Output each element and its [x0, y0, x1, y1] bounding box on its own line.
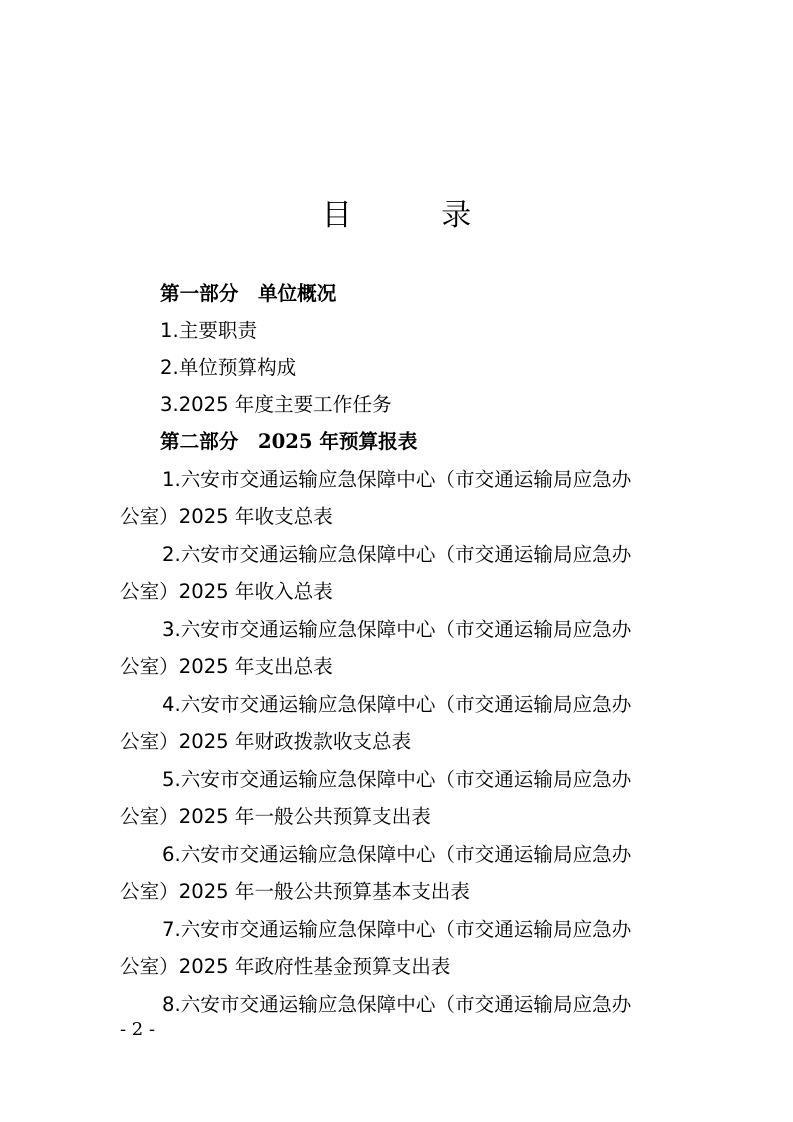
part2-entry-1-line2: 公室）2025 年收支总表 — [120, 505, 333, 528]
part2-entry-1-line1: 1.六安市交通运输应急保障中心（市交通运输局应急办 — [162, 468, 632, 491]
part2-entry-3-line1: 3.六安市交通运输应急保障中心（市交通运输局应急办 — [162, 618, 632, 641]
part2-entry-6-line2: 公室）2025 年一般公共预算基本支出表 — [120, 880, 470, 903]
part1-item-2: 2.单位预算构成 — [160, 356, 297, 379]
part2-entry-3-line2: 公室）2025 年支出总表 — [120, 655, 333, 678]
part2-entry-7-line1: 7.六安市交通运输应急保障中心（市交通运输局应急办 — [162, 918, 632, 941]
part2-heading: 第二部分 2025 年预算报表 — [160, 430, 418, 453]
part2-entry-6-line1: 6.六安市交通运输应急保障中心（市交通运输局应急办 — [162, 843, 632, 866]
part2-entry-4-line2: 公室）2025 年财政拨款收支总表 — [120, 730, 412, 753]
part1-item-3: 3.2025 年度主要工作任务 — [160, 393, 392, 416]
part1-heading: 第一部分 单位概况 — [160, 282, 337, 305]
part2-entry-7-line2: 公室）2025 年政府性基金预算支出表 — [120, 955, 451, 978]
part2-entry-8-line1: 8.六安市交通运输应急保障中心（市交通运输局应急办 — [162, 993, 632, 1016]
part2-entry-5-line1: 5.六安市交通运输应急保障中心（市交通运输局应急办 — [162, 768, 632, 791]
page-number: - 2 - — [120, 1019, 156, 1040]
page-title: 目 录 — [321, 198, 512, 233]
part2-entry-2-line1: 2.六安市交通运输应急保障中心（市交通运输局应急办 — [162, 543, 632, 566]
part2-entry-5-line2: 公室）2025 年一般公共预算支出表 — [120, 805, 431, 828]
part1-item-1: 1.主要职责 — [160, 319, 258, 342]
part2-entry-2-line2: 公室）2025 年收入总表 — [120, 580, 333, 603]
part2-entry-4-line1: 4.六安市交通运输应急保障中心（市交通运输局应急办 — [162, 693, 632, 716]
